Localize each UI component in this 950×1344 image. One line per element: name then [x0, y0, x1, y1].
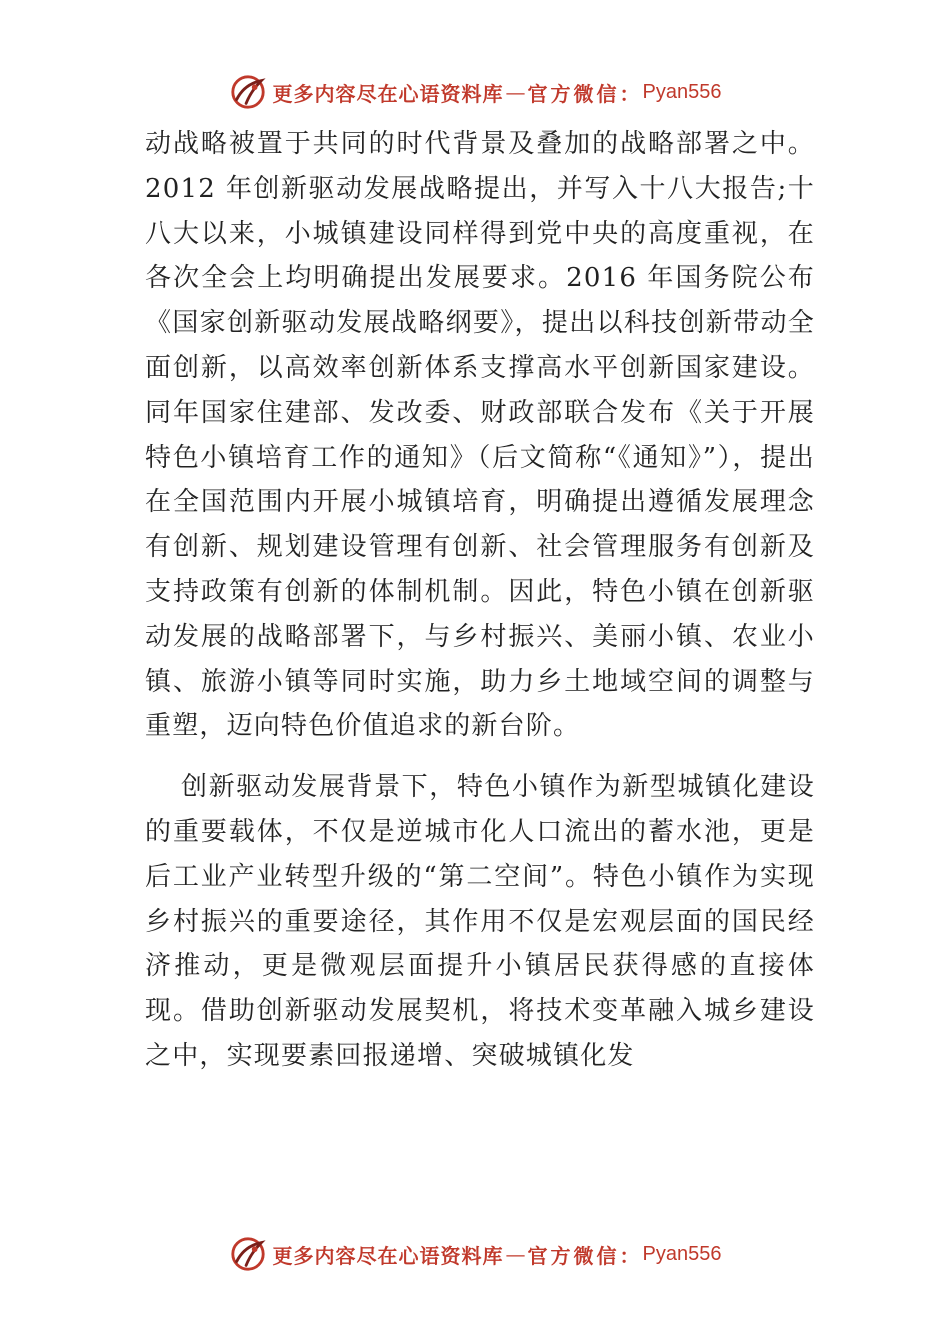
logo-icon	[229, 1235, 267, 1273]
footer-separator: —	[505, 1242, 526, 1266]
header-title: 更多内容尽在心语资料库	[272, 81, 504, 106]
footer-banner	[0, 1232, 950, 1276]
logo-icon	[229, 73, 267, 111]
header-separator: —	[505, 80, 526, 104]
paragraph-2: 创新驱动发展背景下，特色小镇作为新型城镇化建设的重要载体，不仅是逆城市化人口流出的蓄水池，更是后工业产业转型升级的“第二空间”。特色小镇作为实现乡村振兴的重要途径，其作用不仅是宏观层面的国民经济推动，更是微观层面提升小镇居民获得感的直接体现。借助创新驱动发展契机，将技术变革融入城乡建设之中，实现要素回报递增、突破城镇化发	[145, 772, 815, 1071]
footer-wechat-id: Pyan556	[642, 1242, 722, 1265]
paragraph-1: 动战略被置于共同的时代背景及叠加的战略部署之中。2012 年创新驱动发展战略提出，并写入十八大报告;十八大以来，小城镇建设同样得到党中央的高度重视，在各次全会上均明确提出发展要求。2016 年国务院公布《国家创新驱动发展战略纲要》，提出以科技创新带动全面创新，以高效率创新体系支撑高水平创新国家建设。同年国家住建部、发改委、财政部联合发布《关于开展特色小镇培育工作的通知》（后文简称“《通知》”），提出在全国范围内开展小城镇培育，明确提出遵循发展理念有创新、规划建设管理有创新、社会管理服务有创新及支持政策有创新的体制机制。因此，特色小镇在创新驱动发展的战略部署下，与乡村振兴、美丽小镇、农业小镇、旅游小镇等同时实施，助力乡土地域空间的调整与重塑，迈向特色价值追求的新台阶。	[145, 129, 815, 742]
footer-title: 更多内容尽在心语资料库	[272, 1243, 504, 1268]
header-wechat-label: 官方微信：	[527, 81, 643, 106]
footer-wechat-label: 官方微信：	[527, 1243, 643, 1268]
header-banner	[0, 70, 950, 114]
header-wechat-id: Pyan556	[642, 80, 722, 103]
body-text	[145, 122, 815, 1079]
